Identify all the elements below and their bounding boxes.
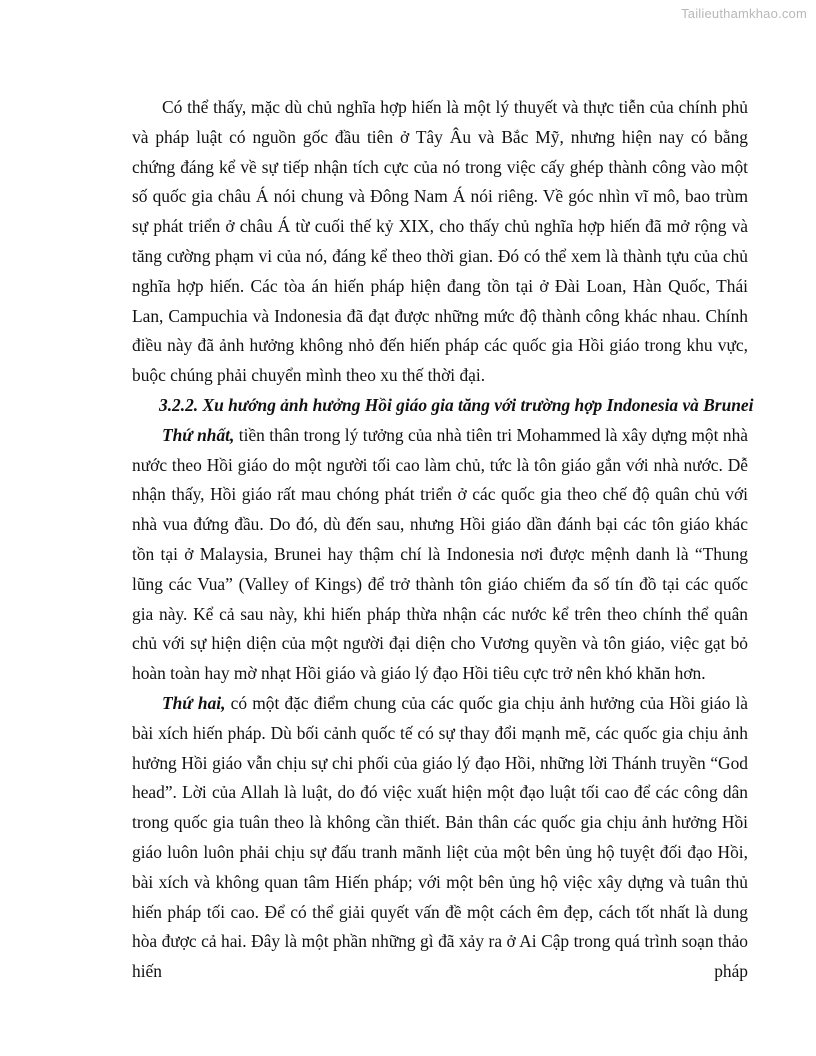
paragraph-first-point <box>132 421 748 689</box>
document-body <box>132 93 754 987</box>
paragraph-body-second: có một đặc điểm chung của các quốc gia chịu ảnh hưởng của Hồi giáo là bài xích hiến pháp. Dù bối cảnh quốc tế có sự thay đổi mạnh mẽ, các quốc gia chịu ảnh hưởng Hồi giáo vẫn chịu sự chi phối của giáo lý đạo Hồi, những lời Thánh truyền “God head”. Lời của Allah là luật, do đó việc xuất hiện một đạo luật tối cao để các công dân trong quốc gia tuân theo là không cần thiết. Bản thân các quốc gia chịu ảnh hưởng Hồi giáo luôn luôn phải chịu sự đấu tranh mãnh liệt của một bên ủng hộ tuyệt đối đạo Hồi, bài xích và không quan tâm Hiến pháp; với một bên ủng hộ việc xây dựng và tuân thủ hiến pháp tối cao. Để có thể giải quyết vấn đề một cách êm đẹp, cách tốt nhất là dung hòa được cả hai. Đây là một phần những gì đã xảy ra ở Ai Cập trong quá trình soạn thảo hiến pháp <box>132 692 749 982</box>
paragraph-body-first: tiền thân trong lý tưởng của nhà tiên tri Mohammed là xây dựng một nhà nước theo Hồi giáo do một người tối cao làm chủ, tức là tôn giáo gắn với nhà nước. Dễ nhận thấy, Hồi giáo rất mau chóng phát triển ở các quốc gia theo chế độ quân chủ với nhà vua đứng đầu. Do đó, dù đến sau, nhưng Hồi giáo dần đánh bại các tôn giáo khác tồn tại ở Malaysia, Brunei hay thậm chí là Indonesia nơi được mệnh danh là “Thung lũng các Vua” (Valley of Kings) để trở thành tôn giáo chiếm đa số tín đồ tại các quốc gia này. Kể cả sau này, khi hiến pháp thừa nhận các nước kể trên theo chính thể quân chủ với sự hiện diện của một người đại diện cho Vương quyền và tôn giáo, việc gạt bỏ hoàn toàn hay mờ nhạt Hồi giáo và giáo lý đạo Hồi tiêu cực trở nên khó khăn hơn. <box>132 424 748 684</box>
section-heading: 3.2.2. Xu hướng ảnh hưởng Hồi giáo gia tăng với trường hợp Indonesia và Brunei <box>159 394 754 415</box>
watermark-text: Tailieuthamkhao.com <box>681 6 807 21</box>
paragraph-second-point <box>132 689 748 987</box>
paragraph-intro: Có thể thấy, mặc dù chủ nghĩa hợp hiến là một lý thuyết và thực tiễn của chính phủ và pháp luật có nguồn gốc đầu tiên ở Tây Âu và Bắc Mỹ, nhưng hiện nay có bằng chứng đáng kể về sự tiếp nhận tích cực của nó trong việc cấy ghép thành công vào một số quốc gia châu Á nói chung và Đông Nam Á nói riêng. Về góc nhìn vĩ mô, bao trùm sự phát triển ở châu Á từ cuối thế kỷ XIX, cho thấy chủ nghĩa hợp hiến đã mở rộng và tăng cường phạm vi của nó, đáng kể theo thời gian. Đó có thể xem là thành tựu của chủ nghĩa hợp hiến. Các tòa án hiến pháp hiện đang tồn tại ở Đài Loan, Hàn Quốc, Thái Lan, Campuchia và Indonesia đã đạt được những mức độ thành công khác nhau. Chính điều này đã ảnh hưởng không nhỏ đến hiến pháp các quốc gia Hồi giáo trong khu vực, buộc chúng phải chuyển mình theo xu thế thời đại. <box>132 97 748 386</box>
paragraph-lead-first: Thứ nhất, <box>162 424 235 445</box>
paragraph-lead-second: Thứ hai, <box>162 692 226 713</box>
